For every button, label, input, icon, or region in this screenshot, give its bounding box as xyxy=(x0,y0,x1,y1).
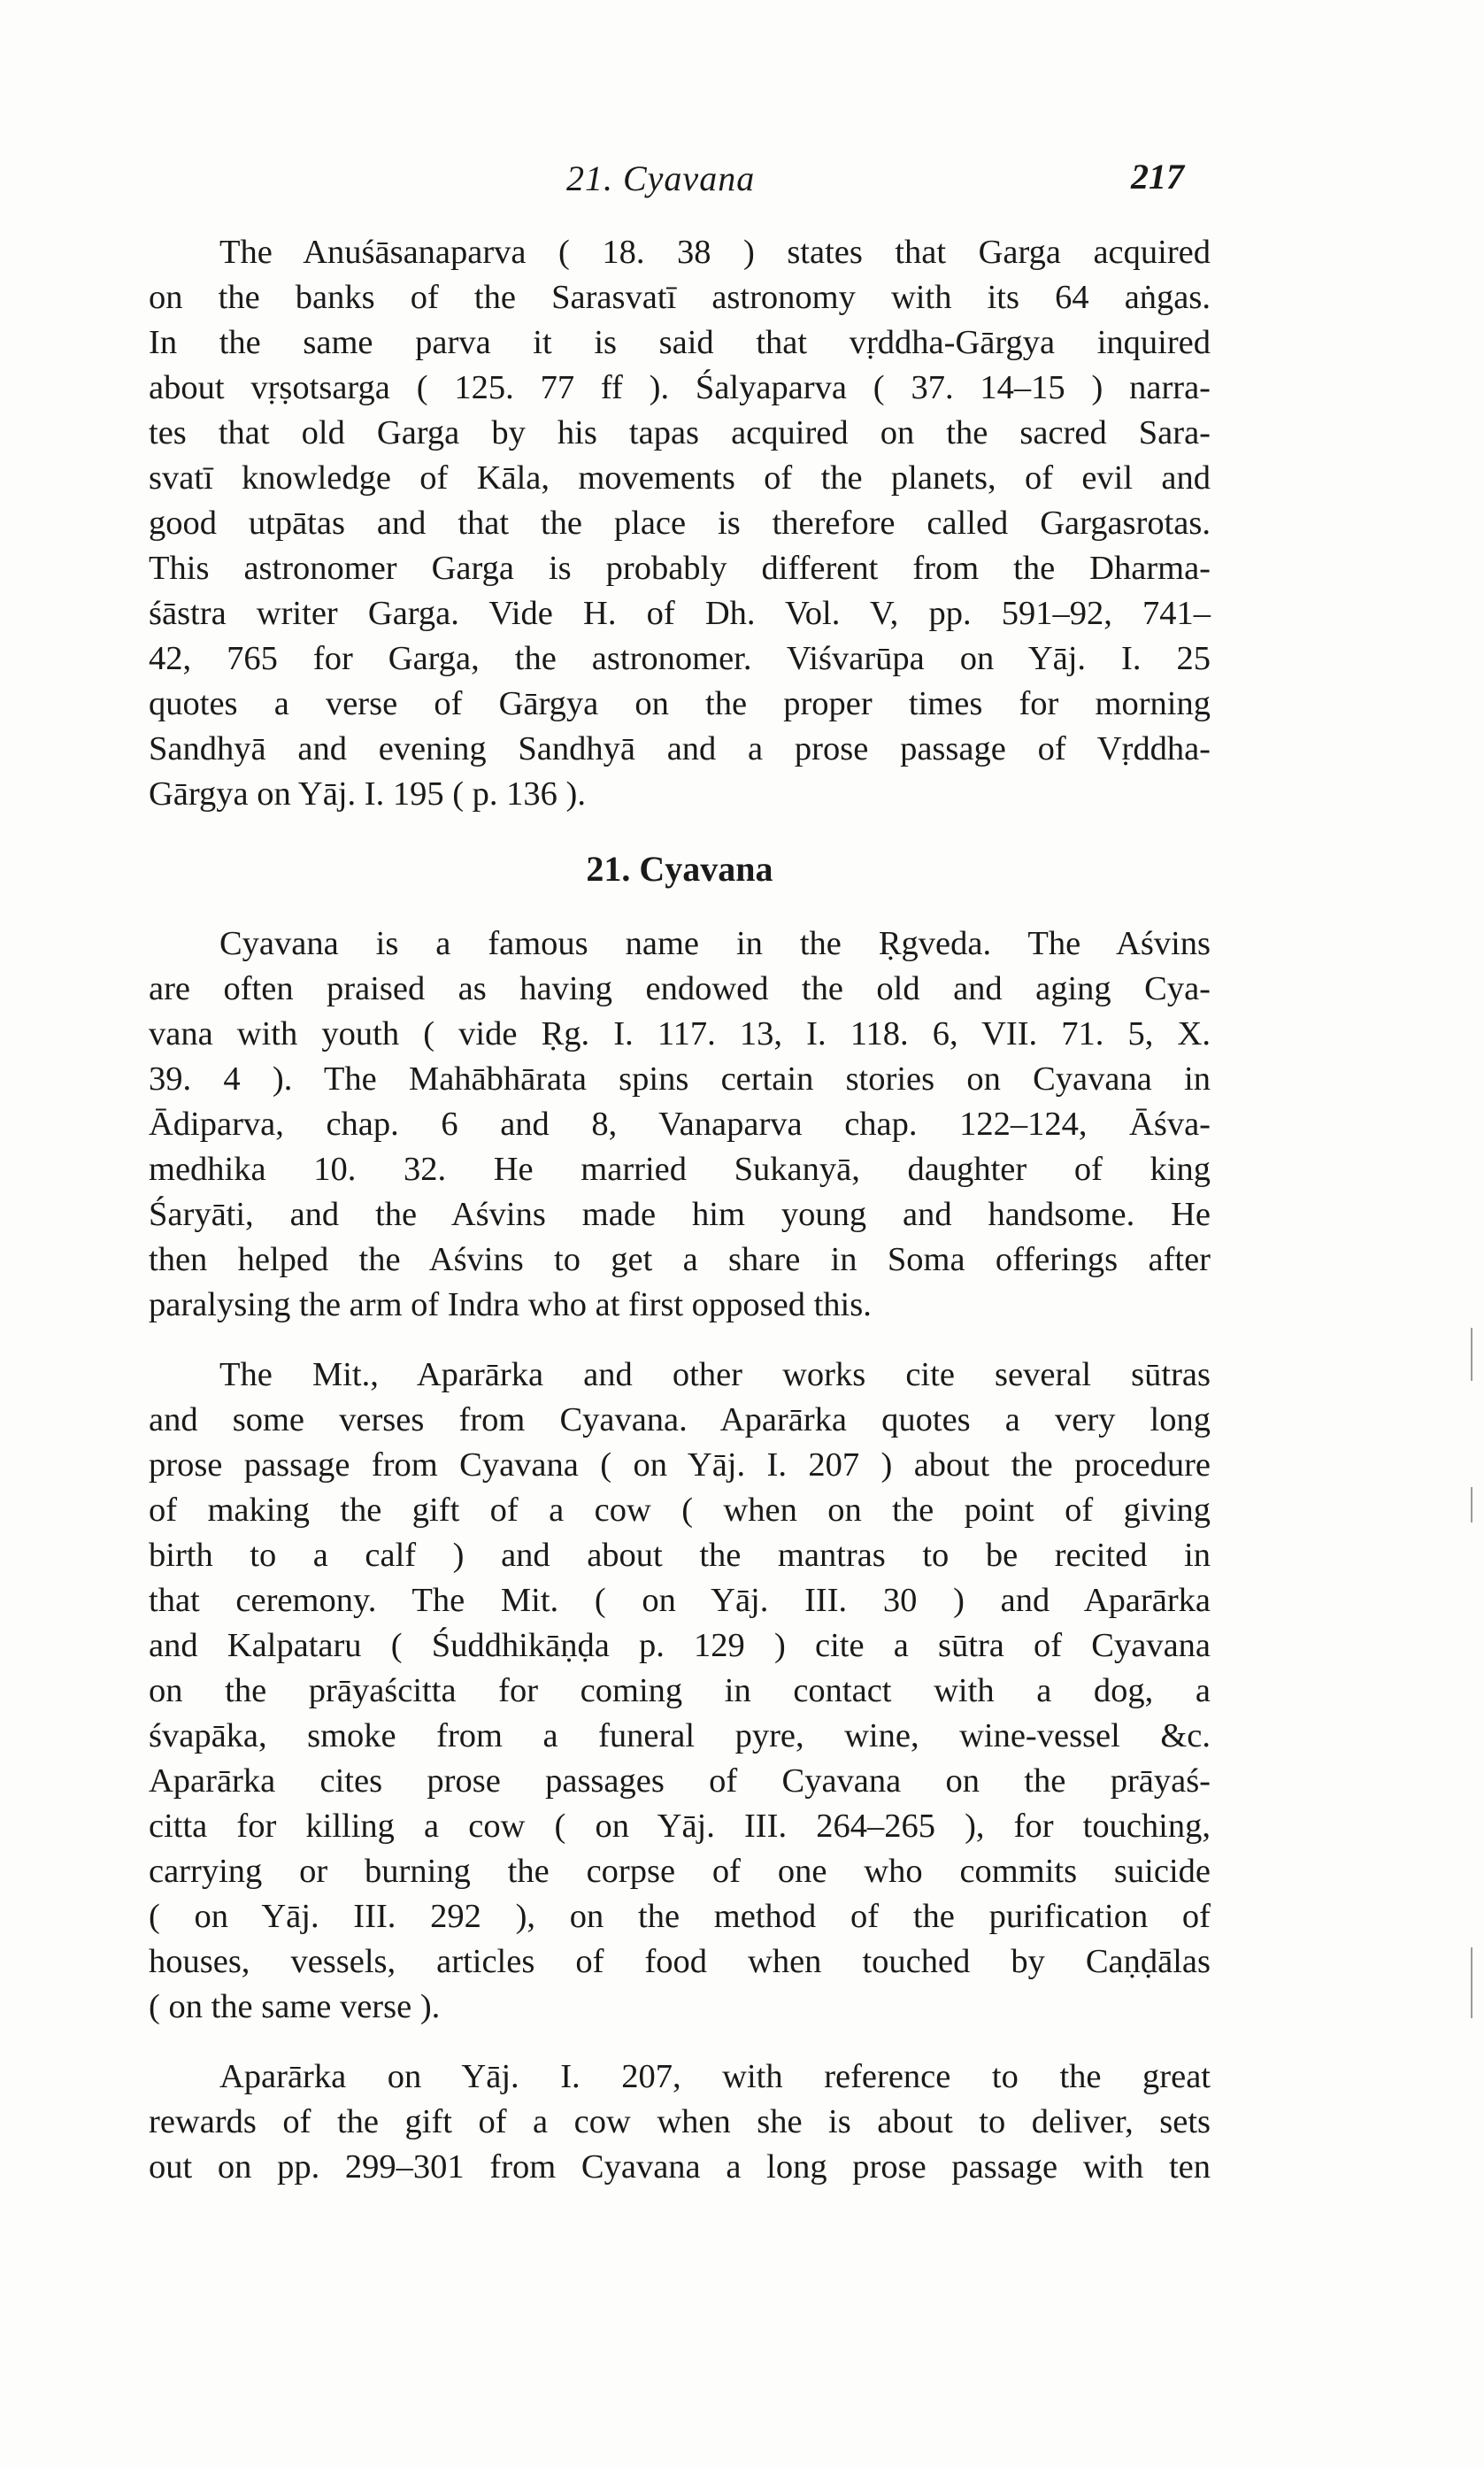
paragraph-garga xyxy=(149,230,1211,817)
text-line: ( on the same verse ). xyxy=(149,1988,441,2025)
text-line: Sandhyā and evening Sandhyā and a prose passage of Vṛddha- xyxy=(149,730,1211,767)
text-line: 42, 765 for Garga, the astronomer. Viśvarūpa on Yāj. I. 25 xyxy=(149,640,1211,677)
scan-edge-mark xyxy=(1471,1487,1472,1523)
text-line: Śaryāti, and the Aśvins made him young and handsome. He xyxy=(149,1196,1211,1233)
text-line: houses, vessels, articles of food when touched by Caṇḍālas xyxy=(149,1943,1211,1980)
text-line: The Mit., Aparārka and other works cite several sūtras xyxy=(219,1356,1211,1393)
text-line: This astronomer Garga is probably different from the Dharma- xyxy=(149,550,1211,587)
paragraph-gap xyxy=(149,2030,1211,2055)
text-line: then helped the Aśvins to get a share in Soma offerings after xyxy=(149,1241,1211,1278)
text-line: that ceremony. The Mit. ( on Yāj. III. 30 ) and Aparārka xyxy=(149,1582,1211,1619)
text-line: Cyavana is a famous name in the Ṛgveda. The Aśvins xyxy=(219,925,1211,962)
paragraph-gap xyxy=(149,1328,1211,1353)
text-line: Aparārka on Yāj. I. 207, with reference to the great xyxy=(219,2058,1211,2095)
text-line: good utpātas and that the place is therefore called Gargasrotas. xyxy=(149,505,1211,542)
text-line: and Kalpataru ( Śuddhikāṇḍa p. 129 ) cite a sūtra of Cyavana xyxy=(149,1627,1211,1664)
text-line: Gārgya on Yāj. I. 195 ( p. 136 ). xyxy=(149,775,586,813)
text-line: out on pp. 299–301 from Cyavana a long prose passage with ten xyxy=(149,2148,1211,2186)
text-line: carrying or burning the corpse of one who commits suicide xyxy=(149,1853,1211,1890)
text-line: śāstra writer Garga. Vide H. of Dh. Vol. V, pp. 591–92, 741– xyxy=(149,595,1211,632)
text-line: on the prāyaścitta for coming in contact with a dog, a xyxy=(149,1672,1211,1709)
text-line: and some verses from Cyavana. Aparārka quotes a very long xyxy=(149,1401,1211,1438)
paragraph-apararka xyxy=(149,2055,1211,2190)
section-heading: 21. Cyavana xyxy=(586,849,773,889)
page-number: 217 xyxy=(1131,157,1184,197)
text-line: about vṛṣotsarga ( 125. 77 ff ). Śalyaparva ( 37. 14–15 ) narra- xyxy=(149,369,1211,406)
text-line: Ādiparva, chap. 6 and 8, Vanaparva chap. 122–124, Āśva- xyxy=(149,1106,1211,1143)
running-head: 21. Cyavana xyxy=(566,158,756,198)
text-line: of making the gift of a cow ( when on the point of giving xyxy=(149,1492,1211,1529)
text-line: medhika 10. 32. He married Sukanyā, daughter of king xyxy=(149,1151,1211,1188)
text-line: śvapāka, smoke from a funeral pyre, wine, wine-vessel &c. xyxy=(149,1717,1211,1754)
text-line: citta for killing a cow ( on Yāj. III. 264–265 ), for touching, xyxy=(149,1808,1211,1845)
scan-edge-mark xyxy=(1471,1947,1472,2018)
text-line: vana with youth ( vide Ṛg. I. 117. 13, I. 118. 6, VII. 71. 5, X. xyxy=(149,1015,1211,1052)
text-line: birth to a calf ) and about the mantras to be recited in xyxy=(149,1537,1211,1574)
text-line: svatī knowledge of Kāla, movements of the planets, of evil and xyxy=(149,459,1211,497)
text-line: paralysing the arm of Indra who at first opposed this. xyxy=(149,1286,872,1323)
text-line: In the same parva it is said that vṛddha-Gārgya inquired xyxy=(149,324,1211,361)
text-line: rewards of the gift of a cow when she is about to deliver, sets xyxy=(149,2103,1211,2140)
text-line: quotes a verse of Gārgya on the proper times for morning xyxy=(149,685,1211,722)
text-line: Aparārka cites prose passages of Cyavana on the prāyaś- xyxy=(149,1762,1211,1800)
scan-edge-mark xyxy=(1471,1328,1472,1381)
text-line: The Anuśāsanaparva ( 18. 38 ) states that Garga acquired xyxy=(219,234,1211,271)
text-line: ( on Yāj. III. 292 ), on the method of the purification of xyxy=(149,1898,1211,1935)
text-line: on the banks of the Sarasvatī astronomy with its 64 aṅgas. xyxy=(149,279,1211,316)
text-line: prose passage from Cyavana ( on Yāj. I. 207 ) about the procedure xyxy=(149,1446,1211,1484)
text-line: 39. 4 ). The Mahābhārata spins certain stories on Cyavana in xyxy=(149,1060,1211,1098)
text-line: tes that old Garga by his tapas acquired on the sacred Sara- xyxy=(149,414,1211,451)
text-line: are often praised as having endowed the old and aging Cya- xyxy=(149,970,1211,1007)
paragraph-cyavana-rgveda xyxy=(149,921,1211,1328)
paragraph-citations xyxy=(149,1353,1211,2030)
body-text xyxy=(149,230,1211,2190)
